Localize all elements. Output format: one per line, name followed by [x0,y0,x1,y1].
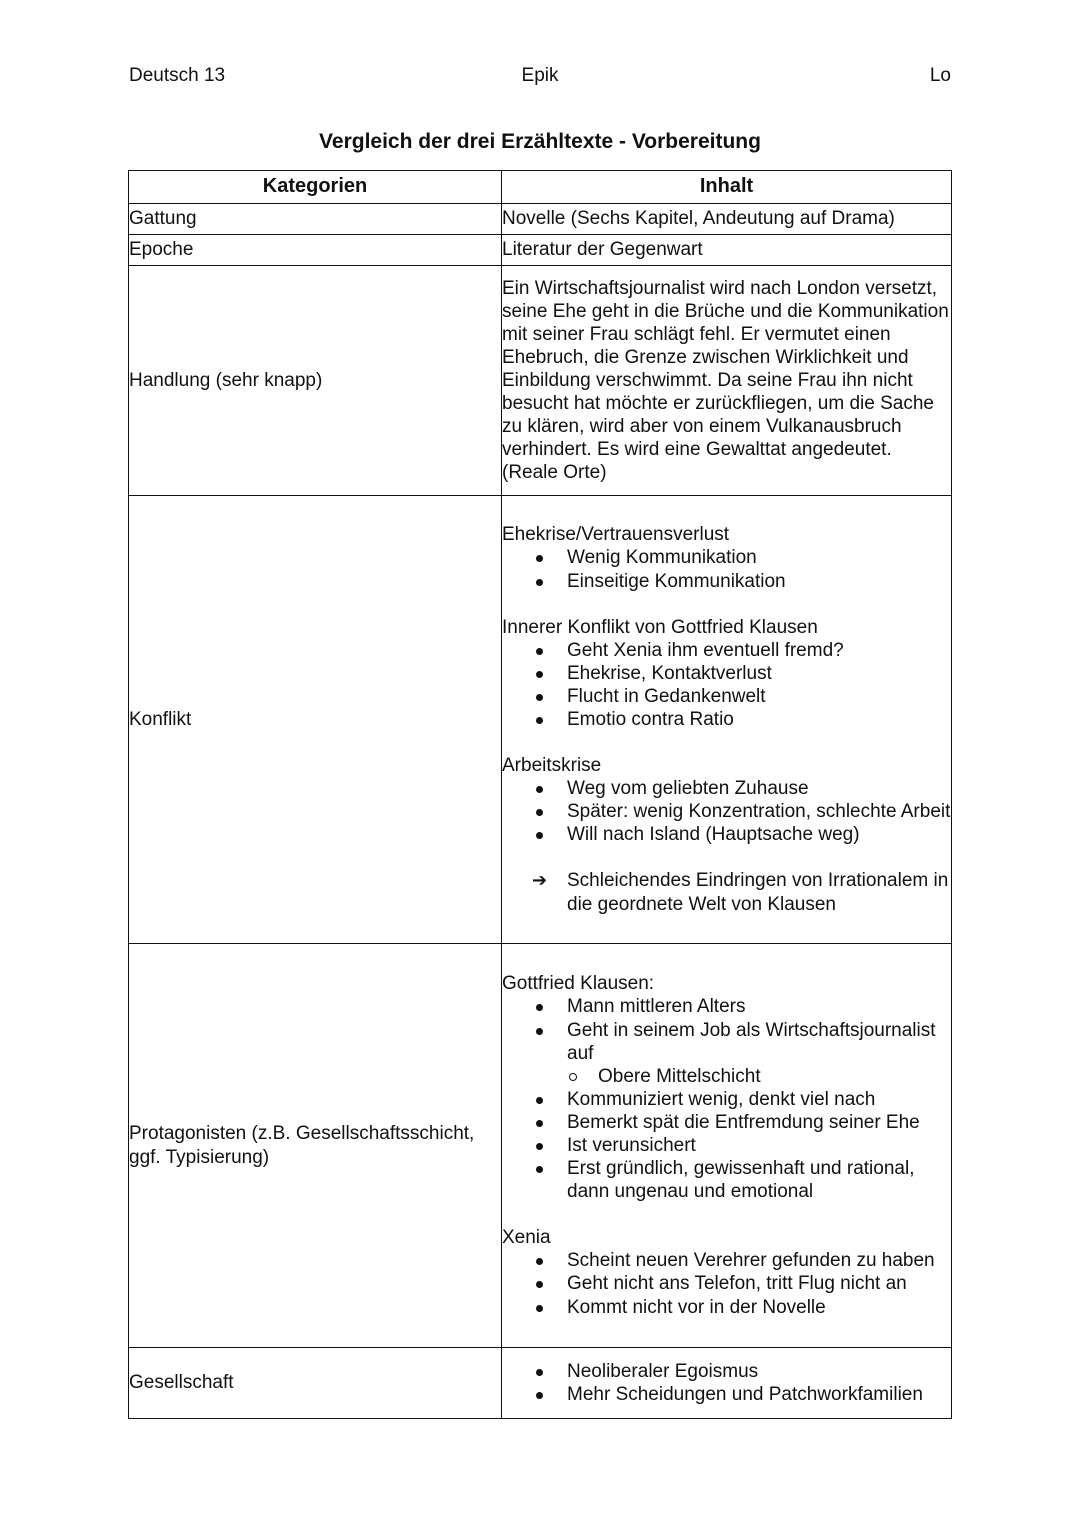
table-header-row [129,171,952,204]
plot-note: (Reale Orte) [502,462,607,484]
list-item: Ist verunsichert [502,1134,951,1157]
header-topic: Epik [521,65,559,86]
table-row-gesellschaft [129,1348,952,1419]
column-header-kategorien: Kategorien [129,171,502,204]
category-cell: Protagonisten (z.B. Gesellschaftsschicht, ggf. Typisierung) [129,944,502,1348]
header-initials: Lo [929,65,951,86]
list-item: Mehr Scheidungen und Patchworkfamilien [502,1383,951,1406]
content-cell [502,266,952,496]
category-cell: Gattung [129,204,502,235]
bullet-list [502,1088,951,1203]
list-item: Mann mittleren Alters [502,995,951,1018]
table-row-gattung [129,204,952,235]
header-subject: Deutsch 13 [129,65,226,86]
list-item: Bemerkt spät die Entfremdung seiner Ehe [502,1111,951,1134]
list-item: Erst gründlich, gewissenhaft und rational, dann ungenau und emotional [502,1157,951,1203]
category-cell: Handlung (sehr knapp) [129,266,502,496]
list-item: Neoliberaler Egoismus [502,1360,951,1383]
table-row-handlung [129,266,952,496]
section-heading: Arbeitskrise [502,755,602,777]
content-cell [502,496,952,944]
conclusion-list [502,869,951,915]
list-item: Ehekrise, Kontaktverlust [502,662,951,685]
category-cell: Konflikt [129,496,502,944]
section-heading: Xenia [502,1227,551,1249]
bullet-list [502,1360,951,1406]
column-header-inhalt: Inhalt [502,171,952,204]
table-row-protagonisten [129,944,952,1348]
content-cell [502,944,952,1348]
list-item: Scheint neuen Verehrer gefunden zu haben [502,1249,951,1272]
category-cell: Epoche [129,235,502,266]
category-cell: Gesellschaft [129,1348,502,1419]
sub-list [502,1065,951,1088]
list-item: Emotio contra Ratio [502,708,951,731]
arrow-icon-conclusion: ➔ Schleichendes Eindringen von Irrationalem in die geordnete Welt von Klausen [502,869,951,915]
sub-list-item: Obere Mittelschicht [502,1065,951,1088]
table-row-konflikt [129,496,952,944]
list-item: Geht nicht ans Telefon, tritt Flug nicht an [502,1272,951,1295]
page-title: Vergleich der drei Erzähltexte - Vorbereitung [319,130,761,153]
list-item: Geht in seinem Job als Wirtschaftsjournalist auf [502,1019,951,1065]
content-cell: Novelle (Sechs Kapitel, Andeutung auf Drama) [502,204,952,235]
list-item: Weg vom geliebten Zuhause [502,777,951,800]
bullet-list [502,546,951,592]
list-item: Kommt nicht vor in der Novelle [502,1296,951,1319]
bullet-list [502,639,951,731]
bullet-list [502,1249,951,1318]
content-cell: Literatur der Gegenwart [502,235,952,266]
list-item: Wenig Kommunikation [502,546,951,569]
section-heading: Gottfried Klausen: [502,973,655,995]
list-item: Kommuniziert wenig, denkt viel nach [502,1088,951,1111]
list-item: Geht Xenia ihm eventuell fremd? [502,639,951,662]
list-item: Einseitige Kommunikation [502,570,951,593]
section-heading: Ehekrise/Vertrauensverlust [502,524,730,546]
list-item: Flucht in Gedankenwelt [502,685,951,708]
bullet-list [502,777,951,846]
bullet-list [502,995,951,1064]
list-item: Will nach Island (Hauptsache weg) [502,823,951,846]
table-row-epoche [129,235,952,266]
comparison-table [128,170,952,1419]
content-cell [502,1348,952,1419]
section-heading: Innerer Konflikt von Gottfried Klausen [502,616,818,638]
plot-summary: Ein Wirtschaftsjournalist wird nach London versetzt, seine Ehe geht in die Brüche und die Kommunikation mit seiner Frau schlägt fehl. Er vermutet einen Ehebruch, die Grenze zwischen Wirklichkeit und Einbildung verschwimmt. Da seine Frau ihn nicht besucht hat möchte er zurückfliegen, um die Sache zu klären, wird aber von einem Vulkanausbruch verhindert. Es wird eine Gewalttat angedeutet. [502,277,949,461]
list-item: Später: wenig Konzentration, schlechte Arbeit [502,800,951,823]
